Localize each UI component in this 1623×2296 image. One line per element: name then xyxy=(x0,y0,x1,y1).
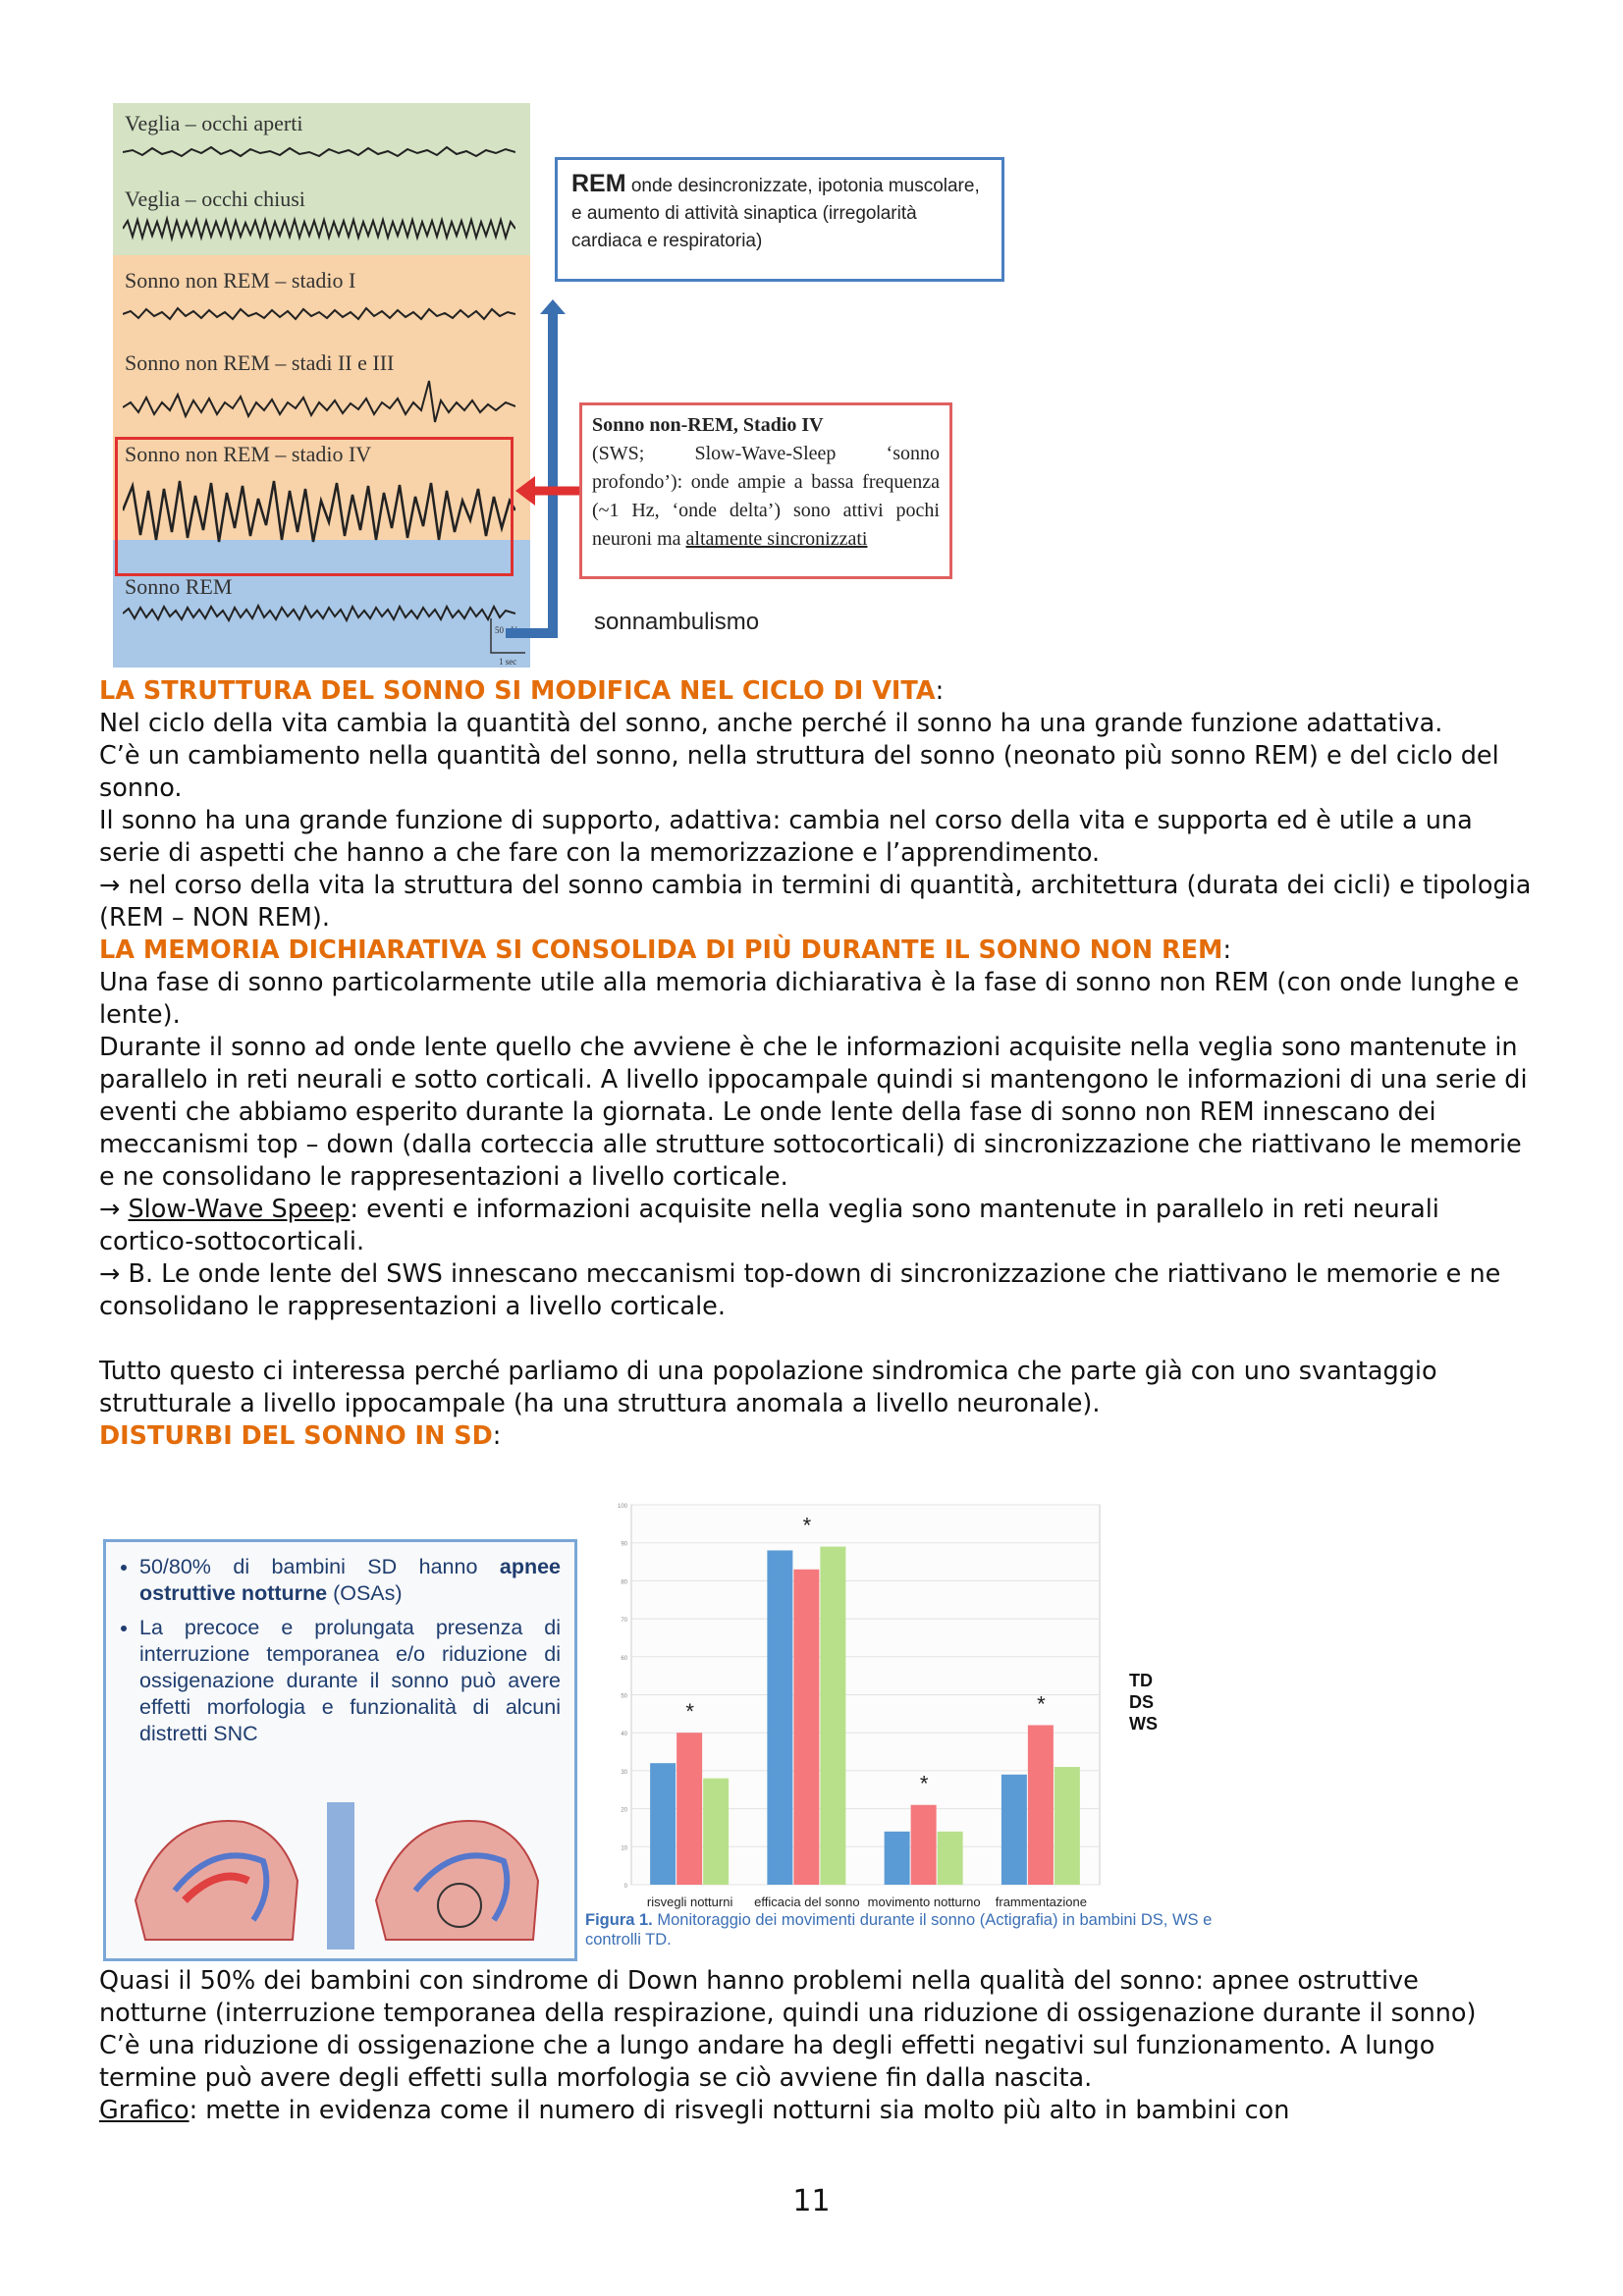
band-label-1: Veglia – occhi aperti xyxy=(125,111,303,135)
y-tick-label: 90 xyxy=(621,1541,627,1548)
bar xyxy=(938,1832,963,1885)
section-sd-text xyxy=(99,1965,1533,2127)
x-tick-label: movimento notturno xyxy=(867,1895,981,1909)
x-tick-label: efficacia del sonno xyxy=(754,1895,860,1909)
band-label-2: Veglia – occhi chiusi xyxy=(125,187,305,211)
paragraph: Grafico: mette in evidenza come il numero di risvegli notturni sia molto più alto in bambini con xyxy=(99,2096,1290,2125)
significance-marker: * xyxy=(1037,1691,1046,1717)
rem-title: REM xyxy=(571,170,626,197)
eeg-scale-time-label: 1 sec xyxy=(499,657,517,667)
legend-label: TD xyxy=(1129,1671,1153,1690)
eeg-scale-amp-label: 50 µV xyxy=(495,625,517,635)
x-tick-label: frammentazione xyxy=(995,1895,1087,1909)
paragraph: Quasi il 50% dei bambini con sindrome di Down hanno problemi nella qualità del sonno: apnee ostruttive notturne (interruzione temporanea della respirazione, quindi una riduzione di ossigenazione durante il sonno) xyxy=(99,1966,1477,2028)
bar xyxy=(911,1805,937,1885)
paragraph: → Slow-Wave Speep: eventi e informazioni acquisite nella veglia sono mantenute in parallelo in reti neurali cortico-sottocorticali. xyxy=(99,1195,1439,1256)
paragraph: → nel corso della vita la struttura del sonno cambia in termini di quantità, architettura (durata dei cicli) e tipologia (REM – NON REM). xyxy=(99,871,1532,933)
nrem4-text: (SWS; Slow-Wave-Sleep ‘sonno profondo’): onde ampie a bassa frequenza (~1 Hz, ‘onde delta’) sono attivi pochi neuroni ma xyxy=(592,443,940,550)
paragraph: Una fase di sonno particolarmente utile alla memoria dichiarativa è la fase di sonno non REM (con onde lunghe e lente). xyxy=(99,968,1520,1030)
stage4-highlight xyxy=(115,437,514,576)
legend-label: WS xyxy=(1129,1714,1158,1734)
nrem4-box xyxy=(579,402,952,579)
bar xyxy=(1055,1767,1080,1885)
osa-panel xyxy=(103,1539,577,1961)
section-life-cycle: LA STRUTTURA DEL SONNO SI MODIFICA NEL CICLO DI VITA: Nel ciclo della vita cambia la quantità del sonno, anche perché il sonno ha una grande funzione adattativa. C’è un cambiamento nella quantità del sonno, nella struttura del sonno (neonato più sonno REM) e del ciclo del sonno. Il sonno ha una grande funzione di supporto, adattiva: cambia nel corso della vita e supporta ed è utile a una serie di aspetti che hanno a che fare con la memorizzazione e l’apprendimento. → nel corso della vita la struttura del sonno cambia in termini di quantità, architettura (durata dei cicli) e tipologia (REM – NON REM). LA MEMORIA DICHIARATIVA SI CONSOLIDA DI PIÙ DURANTE IL SONNO NON REM: Una fase di sonno particolarmente utile alla memoria dichiarativa è la fase di sonno non REM (con onde lunghe e lente). Durante il sonno ad onde lente quello che avviene è che le informazioni acquisite nella veglia sono mantenute in parallelo in reti neurali e sotto corticali. A livello ippocampale quindi si mantengono le informazioni di una serie di eventi che abbiamo esperito durante la giornata. Le onde lente della fase di sonno non REM innescano dei meccanismi top – down (dalla corteccia alle strutture sottocorticali) di sincronizzazione che riattivano le memorie e ne consolidano le rappresentazioni a livello corticale. → Slow-Wave Speep: eventi e informazioni acquisite nella veglia sono mantenute in parallelo in reti neurali cortico-sottocorticali. → B. Le onde lente del SWS innescano meccanismi top-down di sincronizzazione che riattivano le memorie e ne consolidano le rappresentazioni a livello corticale. Tutto questo ci interessa perché parliamo di una popolazione sindromica che parte già con uno svantaggio strutturale a livello ippocampale (ha una struttura anomala a livello neuronale). DISTURBI DEL SONNO IN SD: xyxy=(99,676,1532,1451)
paragraph: Nel ciclo della vita cambia la quantità del sonno, anche perché il sonno ha una grande funzione adattativa. xyxy=(99,709,1443,738)
nrem4-title: Sonno non-REM, Stadio IV xyxy=(592,414,824,436)
bar xyxy=(820,1547,845,1885)
band-label-3: Sonno non REM – stadio I xyxy=(125,268,356,293)
rem-box xyxy=(555,157,1004,282)
paragraph: Tutto questo ci interessa perché parliamo di una popolazione sindromica che parte già con uno svantaggio strutturale a livello ippocampale (ha una struttura anomala a livello neuronale). xyxy=(99,1357,1437,1418)
heading-declarative-memory: LA MEMORIA DICHIARATIVA SI CONSOLIDA DI PIÙ DURANTE IL SONNO NON REM xyxy=(99,935,1223,965)
band-label-4: Sonno non REM – stadi II e III xyxy=(125,350,395,375)
bar xyxy=(1028,1725,1054,1885)
paragraph: Durante il sonno ad onde lente quello che avviene è che le informazioni acquisite nella veglia sono mantenute in parallelo in reti neurali e sotto corticali. A livello ippocampale quindi si mantengono le informazioni di una serie di eventi che abbiamo esperito durante la giornata. Le onde lente della fase di sonno non REM innescano dei meccanismi top – down (dalla corteccia alle strutture sottocorticali) di sincronizzazione che riattivano le memorie e ne consolidano le rappresentazioni a livello corticale. xyxy=(99,1033,1528,1192)
y-tick-label: 50 xyxy=(621,1693,627,1700)
y-tick-label: 0 xyxy=(623,1884,627,1890)
heading-life-cycle: LA STRUTTURA DEL SONNO SI MODIFICA NEL CICLO DI VITA xyxy=(99,676,936,706)
bar xyxy=(767,1550,792,1885)
chart-caption-label: Figura 1. xyxy=(585,1911,653,1929)
grafico-term: Grafico xyxy=(99,2096,189,2125)
eeg-trace-3 xyxy=(123,294,515,334)
bar-chart xyxy=(604,1487,1193,1939)
y-tick-label: 20 xyxy=(621,1807,627,1814)
chart-caption xyxy=(585,1910,1214,1949)
bar xyxy=(1001,1775,1027,1885)
sws-term: Slow-Wave Speep xyxy=(128,1195,351,1224)
y-tick-label: 30 xyxy=(621,1769,627,1776)
bar xyxy=(793,1570,819,1885)
band-label-5: Sonno non REM – stadio IV xyxy=(125,442,372,466)
osa-bullet-1: • 50/80% di bambini SD hanno apnee ostruttive notturne (OSAs) xyxy=(139,1554,561,1607)
paragraph: → B. Le onde lente del SWS innescano meccanismi top-down di sincronizzazione che riattivano le memorie e ne consolidano le rappresentazioni a livello corticale. xyxy=(99,1259,1501,1321)
paragraph: C’è una riduzione di ossigenazione che a lungo andare ha degli effetti negativi sul funzionamento. A lungo termine può avere degli effetti sulla morfologia se ciò avviene fin dalla nascita. xyxy=(99,2031,1435,2093)
eeg-trace-1 xyxy=(123,133,515,172)
bar xyxy=(676,1733,702,1885)
airway-illustration xyxy=(126,1783,558,1954)
significance-marker: * xyxy=(685,1699,694,1725)
eeg-figure xyxy=(113,103,1016,672)
page-number: 11 xyxy=(792,2184,831,2218)
heading-sleep-disorders: DISTURBI DEL SONNO IN SD xyxy=(99,1421,493,1451)
nrem4-underlined: altamente sincronizzati xyxy=(685,528,868,550)
y-tick-label: 40 xyxy=(621,1732,627,1738)
rem-text: onde desincronizzate, ipotonia muscolare, e aumento di attività sinaptica (irregolarità cardiaca e respiratoria) xyxy=(571,176,980,251)
osa-bullet-2: • La precoce e prolungata presenza di interruzione temporanea e/o riduzione di ossigenazione durante il sonno può avere effetti morfologia e funzionalità di alcuni distretti SNC xyxy=(139,1615,561,1747)
chart-caption-text: Monitoraggio dei movimenti durante il sonno (Actigrafia) in bambini DS, WS e controlli TD. xyxy=(585,1911,1213,1949)
bar xyxy=(650,1763,676,1885)
band-label-6: Sonno REM xyxy=(125,574,233,599)
bar xyxy=(703,1779,729,1885)
paragraph: C’è un cambiamento nella quantità del sonno, nella struttura del sonno (neonato più sonno REM) e del ciclo del sonno. xyxy=(99,741,1499,803)
y-tick-label: 70 xyxy=(621,1618,627,1625)
bar xyxy=(885,1832,910,1885)
legend-label: DS xyxy=(1129,1692,1155,1712)
y-tick-label: 60 xyxy=(621,1655,627,1662)
significance-marker: * xyxy=(802,1513,812,1538)
y-tick-label: 80 xyxy=(621,1579,627,1586)
paragraph: Il sonno ha una grande funzione di supporto, adattiva: cambia nel corso della vita e supporta ed è utile a una serie di aspetti che hanno a che fare con la memorizzazione e l’apprendimento. xyxy=(99,806,1473,868)
significance-marker: * xyxy=(919,1771,929,1796)
y-tick-label: 100 xyxy=(617,1504,627,1510)
sonnambulismo-label: sonnambulismo xyxy=(594,609,760,635)
x-tick-label: risvegli notturni xyxy=(646,1895,733,1909)
eeg-trace-4 xyxy=(123,373,515,432)
eeg-trace-2 xyxy=(123,209,515,248)
y-tick-label: 10 xyxy=(621,1845,627,1852)
